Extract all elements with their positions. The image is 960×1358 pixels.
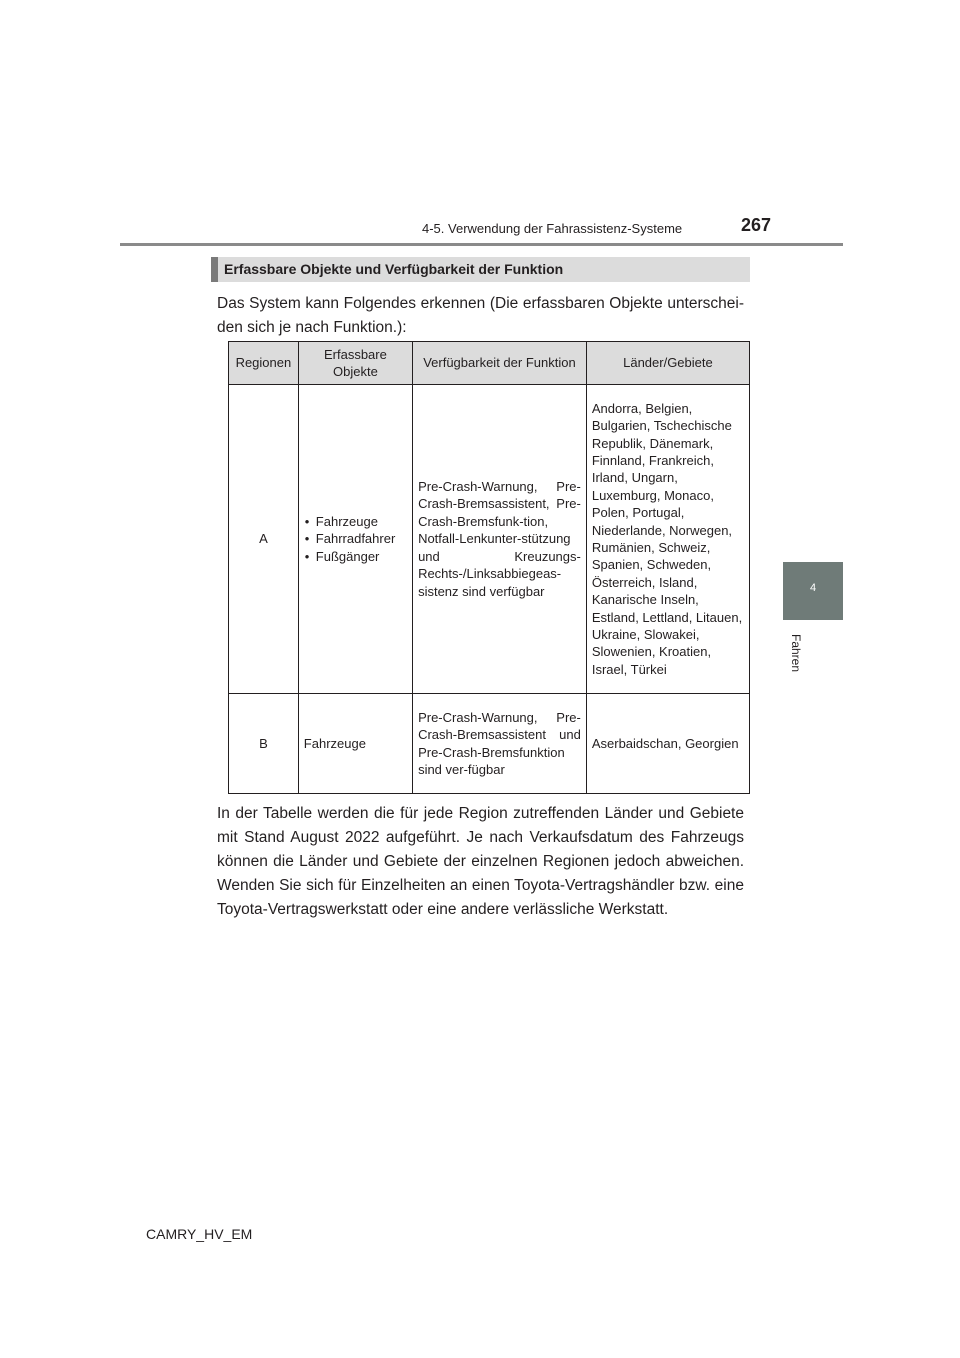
availability-cell: Pre-Crash-Warnung, Pre-Crash-Bremsassistent, Pre-Crash-Bremsfunk-tion, Notfall-Lenkunter-stützung und Kreuzungs-Rechts-/Linksabbiegeas-sistenz sind verfügbar <box>413 385 587 694</box>
list-item: • Fahrzeuge <box>304 513 407 530</box>
section-heading: Erfassbare Objekte und Verfügbarkeit der Funktion <box>224 261 564 277</box>
chapter-label: Fahren <box>789 633 803 673</box>
availability-cell: Pre-Crash-Warnung, Pre-Crash-Bremsassistent und Pre-Crash-Bremsfunktion sind ver-fügbar <box>413 694 587 794</box>
chapter-number: 4 <box>809 582 817 594</box>
region-table <box>228 341 750 794</box>
intro-paragraph: Das System kann Folgendes erkennen (Die erfassbaren Objekte unterschei-den sich je nach Funktion.): <box>217 295 744 336</box>
countries-cell: Aserbaidschan, Georgien <box>586 694 749 794</box>
header-erfassbare-objekte: Erfassbare Objekte <box>298 342 412 385</box>
section-heading-bar <box>211 257 750 282</box>
countries-cell: Andorra, Belgien, Bulgarien, Tschechische Republik, Dänemark, Finnland, Frankreich, Irland, Ungarn, Luxemburg, Monaco, Polen, Portugal, Niederlande, Norwegen, Rumänien, Schweiz, Spanien, Schweden, Österreich, Island, Kanarische Inseln, Estland, Lettland, Litauen, Ukraine, Slowakei, Slowenien, Kroatien, Israel, Türkei <box>586 385 749 694</box>
header-verfuegbarkeit: Verfügbarkeit der Funktion <box>413 342 587 385</box>
region-cell: B <box>229 694 299 794</box>
document-code: CAMRY_HV_EM <box>146 1226 253 1242</box>
list-item: • Fußgänger <box>304 548 407 565</box>
page-number: 267 <box>741 215 772 235</box>
header-divider <box>120 243 843 246</box>
table-header-row <box>229 342 750 385</box>
table-row <box>229 385 750 694</box>
header-regionen: Regionen <box>229 342 299 385</box>
objects-cell: Fahrzeuge <box>298 694 412 794</box>
objects-cell <box>298 385 412 694</box>
closing-paragraph: In der Tabelle werden die für jede Region zutreffenden Länder und Gebiete mit Stand August 2022 aufgeführt. Je nach Verkaufsdatum des Fahrzeugs können die Länder und Gebiete der einzelnen Regionen jedoch abweichen. Wenden Sie sich für Einzelheiten an einen Toyota-Vertragshändler bzw. eine Toyota-Vertragswerkstatt oder eine andere verlässliche Werkstatt. <box>217 805 744 918</box>
chapter-tab <box>783 562 843 620</box>
region-cell: A <box>229 385 299 694</box>
objects-list <box>304 513 407 565</box>
header-laender: Länder/Gebiete <box>586 342 749 385</box>
section-heading-marker <box>211 257 218 282</box>
table-row <box>229 694 750 794</box>
list-item: • Fahrradfahrer <box>304 530 407 547</box>
running-header-title: 4-5. Verwendung der Fahrassistenz-Systeme <box>422 221 683 236</box>
